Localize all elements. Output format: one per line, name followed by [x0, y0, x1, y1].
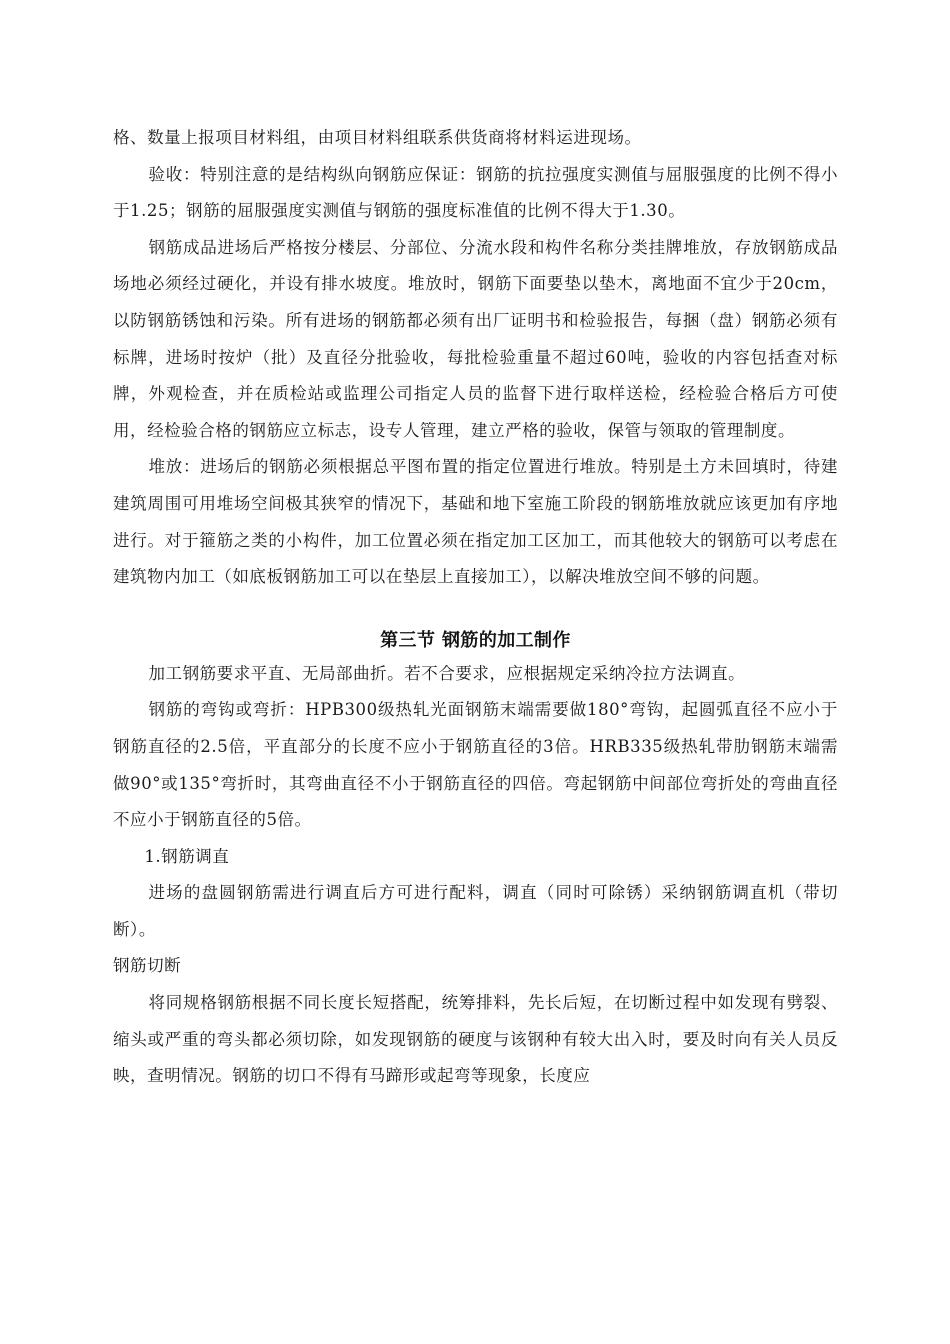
- paragraph-straightening: 进场的盘圆钢筋需进行调直后方可进行配料，调直（同时可除锈）采纳钢筋调直机（带切断）。: [113, 883, 838, 939]
- document-body: [113, 120, 838, 1095]
- subheading-cutting: 钢筋切断: [113, 956, 182, 976]
- paragraph-storage-inspection: 钢筋成品进场后严格按分楼层、分部位、分流水段和构件名称分类挂牌堆放，存放钢筋成品场地必须经过硬化，并设有排水坡度。堆放时，钢筋下面要垫以垫木，离地面不宜少于20cm，以防钢筋锈蚀和污染。所有进场的钢筋都必须有出厂证明书和检验报告，每捆（盘）钢筋必须有标牌，进场时按炉（批）及直径分批验收，每批检验重量不超过60吨，验收的内容包括查对标牌，外观检查，并在质检站或监理公司指定人员的监督下进行取样送检，经检验合格后方可使用，经检验合格的钢筋应立标志，设专人管理，建立严格的验收，保管与领取的管理制度。: [113, 237, 838, 440]
- paragraph-processing-requirements: 加工钢筋要求平直、无局部曲折。若不合要求，应根据规定采纳冷拉方法调直。: [148, 663, 746, 683]
- paragraph-hooks-bends: 钢筋的弯钩或弯折：HPB300级热轧光面钢筋末端需要做180°弯钩，起圆弧直径不应小于钢筋直径的2.5倍，平直部分的长度不应小于钢筋直径的3倍。HRB335级热轧带肋钢筋末端需做90°或135°弯折时，其弯曲直径不小于钢筋直径的四倍。弯起钢筋中间部位弯折处的弯曲直径不应小于钢筋直径的5倍。: [113, 700, 838, 830]
- paragraph-acceptance: 验收：特别注意的是结构纵向钢筋应保证：钢筋的抗拉强度实测值与屈服强度的比例不得小于1.25；钢筋的屈服强度实测值与钢筋的强度标准值的比例不得大于1.30。: [113, 164, 838, 221]
- section-title: 第三节 钢筋的加工制作: [380, 629, 571, 651]
- paragraph-stacking: 堆放：进场后的钢筋必须根据总平图布置的指定位置进行堆放。特别是土方未回填时，待建建筑周围可用堆场空间极其狭窄的情况下，基础和地下室施工阶段的钢筋堆放就应该更加有序地进行。对于箍筋之类的小构件，加工位置必须在指定加工区加工，而其他较大的钢筋可以考虑在建筑物内加工（如底板钢筋加工可以在垫层上直接加工），以解决堆放空间不够的问题。: [113, 457, 838, 587]
- paragraph-materials-continued: 格、数量上报项目材料组，由项目材料组联系供货商将材料运进现场。: [113, 128, 642, 147]
- paragraph-cutting: 将同规格钢筋根据不同长度长短搭配，统筹排料，先长后短，在切断过程中如发现有劈裂、缩头或严重的弯头都必须切除，如发现钢筋的硬度与该钢种有较大出入时，要及时向有关人员反映，查明情况。钢筋的切口不得有马蹄形或起弯等现象，长度应: [113, 993, 838, 1086]
- subheading-straightening: 1.钢筋调直: [144, 846, 230, 866]
